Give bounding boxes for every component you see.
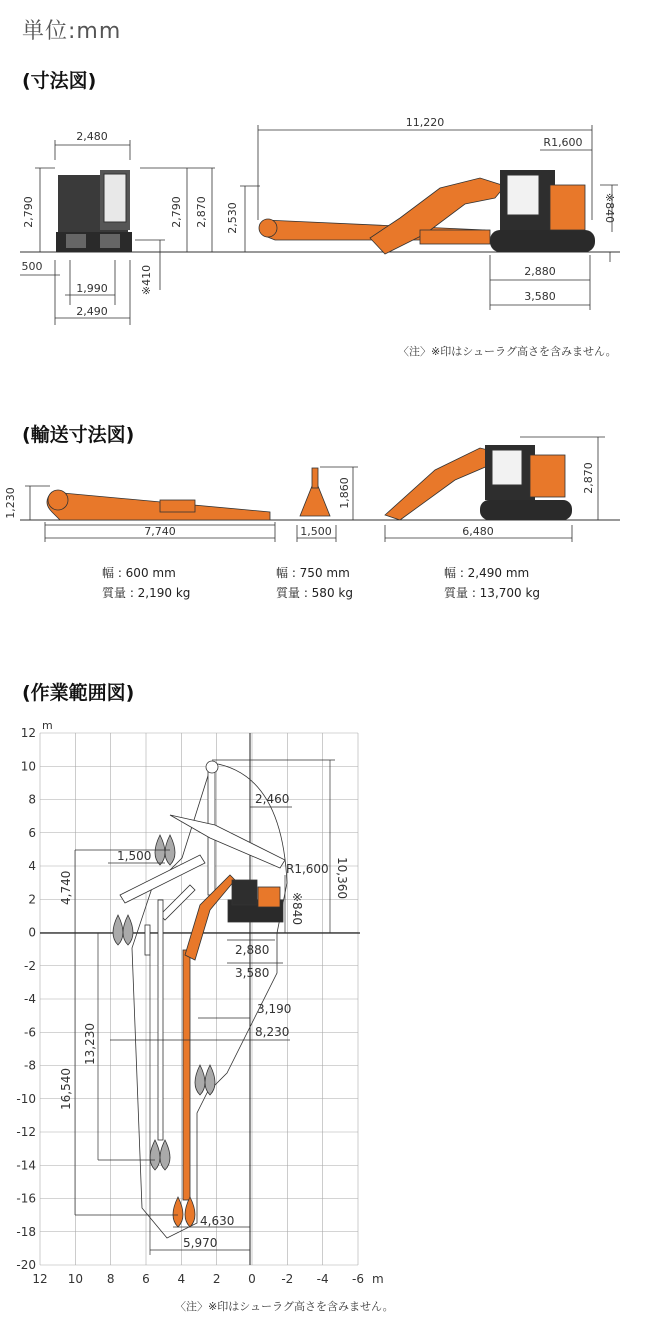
dim-boom-height: 2,530 — [226, 202, 239, 234]
dim-front-width-top: 2,480 — [76, 130, 108, 143]
working-poses — [113, 761, 285, 1227]
dim-4740: 4,740 — [59, 870, 73, 905]
y-tick-label: -16 — [16, 1191, 36, 1206]
dim-track-length: 3,580 — [524, 290, 556, 303]
spec-grapple — [276, 563, 353, 603]
transport-grapple — [300, 468, 330, 516]
dim-2880: 2,880 — [235, 943, 270, 957]
dim-4630: 4,630 — [200, 1214, 235, 1228]
spec-boom — [102, 563, 190, 603]
dim-cab-height: 2,790 — [170, 196, 183, 228]
y-tick-label: -18 — [16, 1224, 36, 1239]
dim-2460: 2,460 — [255, 792, 290, 806]
y-tick-label: 12 — [20, 726, 36, 740]
dim-track-width: 2,490 — [76, 305, 108, 318]
dim-840: ※840 — [290, 892, 304, 925]
x-axis-unit: m — [372, 1272, 384, 1286]
dim-3580: 3,580 — [235, 966, 270, 980]
dim-ground-clearance: ※410 — [140, 264, 153, 296]
front-view-machine — [56, 170, 132, 252]
dim-boom-height: 1,230 — [4, 487, 17, 519]
dim-front-height: 2,790 — [22, 196, 35, 228]
transport-boom — [47, 490, 270, 520]
dim-16540: 16,540 — [59, 1068, 73, 1110]
dim-machine-height: 2,870 — [582, 462, 595, 494]
spec-base-machine-width: 幅 : 2,490 mm — [444, 566, 530, 580]
section-title-dimensions: (寸法図) — [22, 70, 97, 92]
x-tick-label: 8 — [106, 1272, 115, 1286]
dim-13230: 13,230 — [83, 1023, 97, 1065]
x-tick-label: 4 — [177, 1272, 186, 1286]
transport-base-machine — [385, 445, 572, 520]
dim-tumbler-distance: 2,880 — [524, 265, 556, 278]
dim-tail-radius: R1,600 — [543, 136, 583, 149]
spec-boom-width: 幅 : 600 mm — [102, 566, 176, 580]
y-axis-unit: m — [42, 719, 53, 732]
unit-label: 単位:mm — [22, 19, 122, 44]
y-tick-label: 0 — [28, 925, 36, 940]
y-tick-label: 6 — [28, 825, 36, 840]
spec-grapple-mass: 質量 : 580 kg — [276, 586, 353, 600]
y-tick-label: 2 — [28, 892, 36, 907]
y-tick-label: -20 — [16, 1258, 36, 1272]
dim-machine-length: 6,480 — [462, 525, 494, 538]
y-tick-label: -4 — [24, 992, 36, 1006]
y-tick-label: -14 — [16, 1158, 36, 1173]
y-tick-label: 8 — [28, 792, 36, 807]
y-tick-label: 4 — [28, 859, 36, 873]
x-tick-label: 2 — [212, 1272, 221, 1286]
spec-base-machine — [444, 563, 540, 603]
section3-note: 〈注〉※印はシューラグ高さを含みません。 — [175, 1300, 394, 1313]
x-tick-label: 6 — [142, 1272, 150, 1286]
spec-boom-mass: 質量 : 2,190 kg — [102, 586, 191, 600]
section-title-transport: (輸送寸法図) — [22, 424, 135, 446]
dim-3190: 3,190 — [257, 1002, 292, 1016]
dim-counterweight-clearance: ※840 — [603, 192, 616, 224]
y-tick-label: 10 — [20, 759, 36, 774]
dim-8230: 8,230 — [255, 1025, 290, 1039]
y-tick-label: -6 — [24, 1025, 36, 1040]
dim-overall-height: 2,870 — [195, 196, 208, 228]
dim-grapple-width: 1,500 — [300, 525, 332, 538]
y-tick-label: -2 — [24, 958, 36, 973]
side-view-machine — [259, 170, 595, 254]
x-tick-label: 12 — [32, 1272, 48, 1286]
dim-grapple-height: 1,860 — [338, 477, 351, 509]
dim-5970: 5,970 — [183, 1236, 218, 1250]
y-tick-label: -10 — [16, 1091, 36, 1106]
x-tick-label: -4 — [316, 1272, 329, 1286]
dimension-drawing — [0, 100, 650, 340]
transport-drawing — [0, 430, 650, 555]
x-tick-label: 10 — [67, 1272, 83, 1286]
x-tick-label: 0 — [248, 1272, 256, 1286]
working-range-diagram — [0, 715, 400, 1310]
dim-overall-length: 11,220 — [405, 116, 445, 129]
dim-1500: 1,500 — [117, 849, 152, 863]
dim-track-gauge: 1,990 — [76, 282, 108, 295]
x-tick-label: -6 — [352, 1272, 364, 1286]
section1-note: 〈注〉※印はシューラグ高さを含みません。 — [398, 345, 617, 358]
y-tick-label: -12 — [16, 1125, 36, 1139]
section-title-working-range: (作業範囲図) — [22, 682, 135, 704]
spec-grapple-width: 幅 : 750 mm — [276, 566, 350, 580]
spec-base-machine-mass: 質量 : 13,700 kg — [444, 586, 541, 600]
y-tick-label: -8 — [24, 1058, 36, 1073]
dim-10360: 10,360 — [335, 857, 349, 899]
dim-500: 500 — [21, 260, 43, 273]
x-tick-label: -2 — [281, 1272, 294, 1286]
dim-R1600: R1,600 — [286, 862, 329, 876]
dim-boom-length: 7,740 — [144, 525, 176, 538]
